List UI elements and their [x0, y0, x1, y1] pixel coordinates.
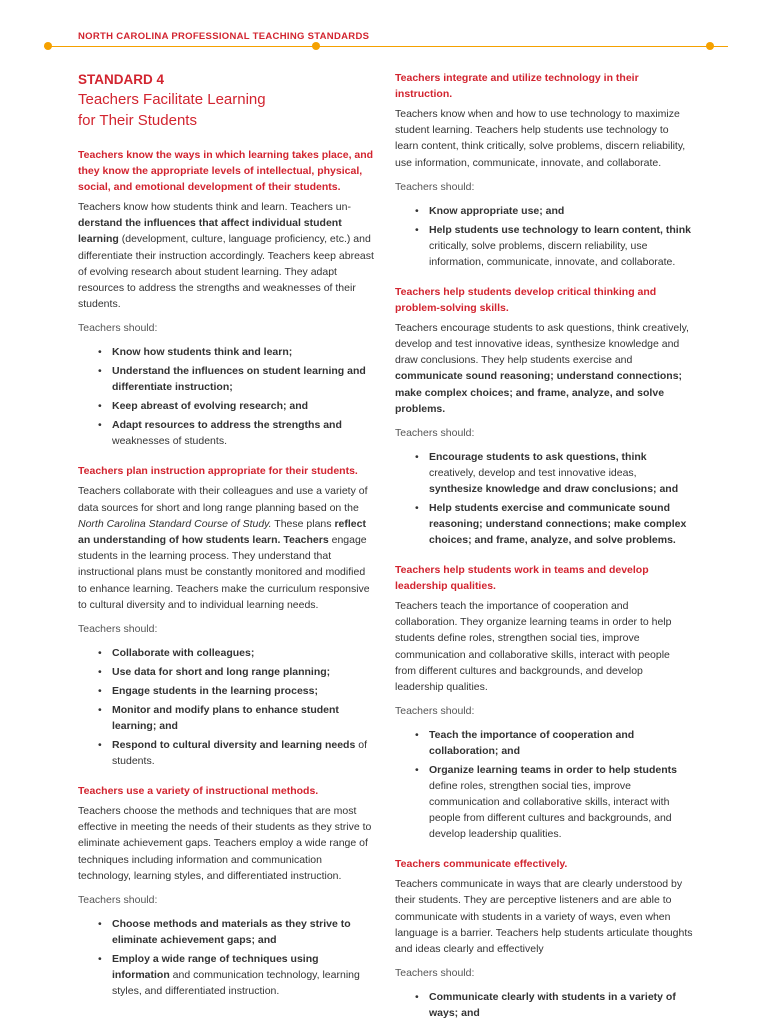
list-item: • Employ a wide range of techniques using information and communication technology, learning styles, and differentiated instruction. — [98, 951, 376, 999]
bullet-list-communicate — [395, 989, 693, 1021]
list-item: • Organize learning teams in order to help students define roles, strengthen social ties, improve communication and collaborative skills, interact with people from different cultures and backgrounds, and develop leadership qualities. — [415, 762, 693, 842]
right-column — [395, 70, 693, 1035]
list-item: • Use data for short and long range planning; — [98, 664, 376, 680]
teachers-should-label: Teachers should: — [395, 705, 475, 718]
standard-number: STANDARD 4 — [78, 72, 165, 87]
standard-title: Teachers Facilitate Learning for Their Students — [78, 91, 266, 129]
section-body-critical-thinking: Teachers encourage students to ask questions, think creatively, develop and test innovative ideas, synthesize knowledge and draw conclusions. They help students exercise and communicate sound reasoning; understand connections; make complex choices; and frame, analyze, and solve problems. — [395, 321, 689, 415]
list-item: • Communicate clearly with students in a variety of ways; and — [415, 989, 693, 1021]
rule-dot-middle — [312, 42, 320, 50]
list-item: • Know how students think and learn; — [98, 344, 376, 360]
bullet-list-planning — [78, 645, 376, 769]
bullet-list-technology — [395, 203, 693, 270]
list-item: • Keep abreast of evolving research; and — [98, 398, 376, 414]
section-heading-communicate: Teachers communicate effectively. — [395, 858, 568, 871]
list-item: • Engage students in the learning process; — [98, 683, 376, 699]
header-label: NORTH CAROLINA PROFESSIONAL TEACHING STANDARDS — [78, 31, 370, 42]
list-item: • Adapt resources to address the strengths and weaknesses of students. — [98, 417, 376, 449]
teachers-should-label: Teachers should: — [78, 322, 158, 335]
bullet-list-methods — [78, 916, 376, 999]
section-heading-critical-thinking: Teachers help students develop critical thinking and problem-solving skills. — [395, 285, 657, 314]
section-heading-learning: Teachers know the ways in which learning takes place, and they know the appropriate levels of intellectual, physical, social, and emotional development of their students. — [78, 149, 374, 193]
teachers-should-label: Teachers should: — [78, 894, 158, 907]
teachers-should-label: Teachers should: — [395, 427, 475, 440]
bullet-list-learning — [78, 344, 376, 449]
bullet-list-critical-thinking — [395, 449, 693, 548]
list-item: • Encourage students to ask questions, think creatively, develop and test innovative ideas, synthesize knowledge and draw conclusions; and — [415, 449, 693, 497]
left-column — [78, 70, 376, 1013]
section-heading-technology: Teachers integrate and utilize technology in their instruction. — [395, 72, 639, 100]
list-item: • Help students exercise and communicate sound reasoning; understand connections; make complex choices; and frame, analyze, and solve problems. — [415, 500, 693, 548]
section-heading-methods: Teachers use a variety of instructional methods. — [78, 785, 319, 798]
list-item: • Monitor and modify plans to enhance student learning; and — [98, 702, 376, 734]
list-item: • Teach the importance of cooperation and collaboration; and — [415, 727, 693, 759]
bullet-list-teams — [395, 727, 693, 842]
section-body-learning: Teachers know how students think and learn. Teachers un-derstand the influences that affect individual student learning (development, culture, language proficiency, etc.) and differentiate their instruction accordingly. Teachers keep abreast of evolving research about student learning. They adapt resources to address the strengths and weaknesses of their students. — [78, 201, 374, 311]
section-body-planning: Teachers collaborate with their colleagues and use a variety of data sources for short and long range planning based on the North Carolina Standard Course of Study. These plans reflect an understanding of how students learn. Teachers engage students in the learning process. They understand that instructional plans must be constantly monitored and modified to enhance learning. Teachers make the curriculum responsive to cultural diversity and to individual learning needs. — [78, 485, 370, 611]
teachers-should-label: Teachers should: — [395, 967, 475, 980]
list-item: • Respond to cultural diversity and learning needs of students. — [98, 737, 376, 769]
rule-dot-left — [44, 42, 52, 50]
section-body-communicate: Teachers communicate in ways that are clearly understood by their students. They are perceptive listeners and are able to communicate with students in a variety of ways, even when language is a barrier. Teachers help students articulate thoughts and ideas clearly and effectively — [395, 878, 693, 956]
rule-dot-right — [706, 42, 714, 50]
header-rule — [44, 46, 728, 47]
section-body-technology: Teachers know when and how to use technology to maximize student learning. Teachers help students use technology to learn content, think critically, solve problems, discern reliability, use information, communicate, innovate, and collaborate. — [395, 108, 686, 169]
section-heading-teams: Teachers help students work in teams and develop leadership qualities. — [395, 564, 649, 593]
teachers-should-label: Teachers should: — [78, 623, 158, 636]
teachers-should-label: Teachers should: — [395, 180, 475, 193]
section-body-methods: Teachers choose the methods and techniques that are most effective in meeting the needs of their students as they strive to eliminate achievement gaps. Teachers employ a wide range of techniques including information and communication technology, learning styles, and differentiated instruction. — [78, 805, 372, 882]
list-item: • Know appropriate use; and — [415, 203, 693, 219]
list-item: • Help students use technology to learn content, think critically, solve problems, discern reliability, use information, communicate, innovate, and collaborate. — [415, 222, 693, 270]
list-item: • Collaborate with colleagues; — [98, 645, 376, 661]
section-body-teams: Teachers teach the importance of cooperation and collaboration. They organize learning teams in order to help students define roles, strengthen social ties, improve communication and collaborative skills, interact with people from different cultures and backgrounds, and develop leadership qualities. — [395, 600, 672, 694]
section-heading-planning: Teachers plan instruction appropriate for their students. — [78, 465, 358, 478]
list-item: • Understand the influences on student learning and differentiate instruction; — [98, 363, 376, 395]
list-item: • Choose methods and materials as they strive to eliminate achievement gaps; and — [98, 916, 376, 948]
